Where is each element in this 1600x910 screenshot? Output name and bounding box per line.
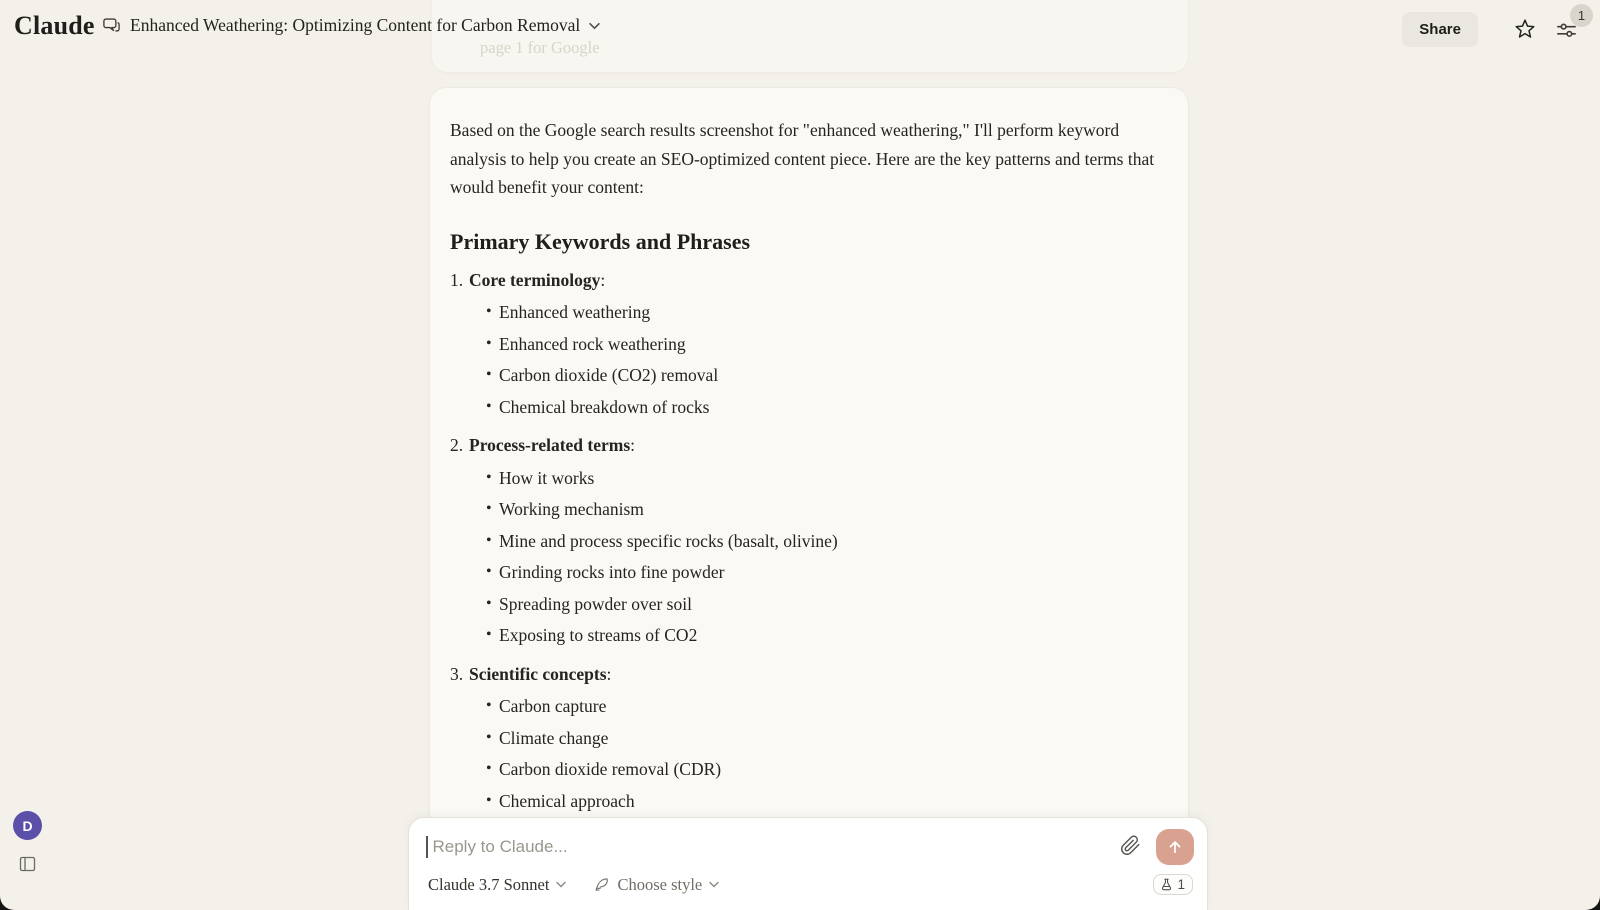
- list-number: 2.: [450, 435, 464, 455]
- bullet-dot: •: [486, 303, 492, 320]
- list-item-text: Enhanced rock weathering: [499, 333, 686, 354]
- list-item: [450, 464, 1162, 493]
- list-item-text: Chemical approach: [499, 790, 635, 811]
- bullet-dot: •: [486, 468, 492, 486]
- composer: [408, 817, 1208, 910]
- numbered-item: [450, 266, 1162, 295]
- chat-title-menu[interactable]: [102, 15, 600, 36]
- reply-input[interactable]: [431, 836, 1121, 858]
- list-item: [450, 755, 1162, 784]
- list-item: [450, 692, 1162, 721]
- header: [0, 0, 1600, 58]
- favorite-button[interactable]: [1513, 17, 1537, 44]
- list-item: [450, 361, 1162, 390]
- list-item-text: Chemical breakdown of rocks: [499, 396, 710, 417]
- notification-badge: 1: [1570, 4, 1593, 27]
- list-item: [450, 621, 1162, 650]
- list-item: [450, 590, 1162, 619]
- composer-input-row: [409, 818, 1207, 865]
- list-number: 3.: [450, 663, 464, 684]
- numbered-item: [450, 660, 1162, 689]
- bullet-dot: •: [486, 563, 492, 580]
- list-item: [450, 330, 1162, 359]
- usage-count: 1: [1177, 877, 1185, 892]
- list-item-text: Spreading powder over soil: [499, 593, 692, 614]
- assistant-message-body: [430, 88, 1188, 815]
- list-item: [450, 558, 1162, 587]
- list-item-text: Mine and process specific rocks (basalt, olivine): [499, 530, 838, 551]
- list-item-text: Enhanced weathering: [499, 302, 651, 322]
- avatar-initial: D: [22, 817, 33, 834]
- composer-options-row: [409, 865, 1207, 895]
- style-label: Choose style: [617, 874, 703, 894]
- list-item-text: Carbon capture: [499, 696, 607, 716]
- paperclip-icon: [1120, 835, 1141, 856]
- bullet-dot: •: [486, 697, 492, 714]
- bullet-dot: •: [486, 626, 492, 643]
- list-item-text: Exposing to streams of CO2: [499, 625, 698, 645]
- quill-icon: [593, 876, 610, 893]
- list-item: [450, 527, 1162, 556]
- arrow-up-icon: [1166, 838, 1184, 856]
- list-item-text: Carbon dioxide removal (CDR): [499, 759, 722, 779]
- bullet-dot: •: [486, 334, 492, 352]
- flask-icon: [1160, 878, 1173, 891]
- list-item-text: Grinding rocks into fine powder: [499, 562, 725, 582]
- numbered-item: [450, 431, 1162, 460]
- bullet-dot: •: [486, 397, 492, 415]
- chat-bubbles-icon: [102, 16, 121, 35]
- text-caret: [426, 836, 428, 858]
- list-number: 1.: [450, 269, 464, 290]
- bullet-dot: •: [486, 728, 492, 746]
- list-item: [450, 495, 1162, 524]
- list-item-text: Working mechanism: [499, 499, 644, 519]
- bullet-list: [450, 298, 1162, 421]
- previous-message-faded-text: page 1 for Google: [480, 38, 600, 57]
- attach-button[interactable]: [1120, 835, 1141, 859]
- bullet-dot: •: [486, 500, 492, 517]
- chevron-down-icon: [709, 881, 719, 888]
- list-item: [450, 724, 1162, 753]
- list-item-text: How it works: [499, 467, 595, 488]
- bullet-dot: •: [486, 791, 492, 809]
- bullet-dot: •: [486, 366, 492, 383]
- list-title: Process-related terms:: [469, 435, 636, 455]
- assistant-message: [430, 88, 1188, 910]
- model-selector[interactable]: [428, 875, 566, 895]
- star-icon: [1513, 17, 1537, 41]
- share-label: Share: [1419, 21, 1461, 38]
- bullet-list: [450, 464, 1162, 650]
- list-item: [450, 393, 1162, 422]
- model-label: Claude 3.7 Sonnet: [428, 874, 550, 894]
- section-heading: Primary Keywords and Phrases: [450, 228, 751, 254]
- style-selector[interactable]: [593, 875, 719, 895]
- chat-title: Enhanced Weathering: Optimizing Content for Carbon Removal: [130, 15, 581, 35]
- chevron-down-icon: [556, 881, 566, 888]
- user-avatar[interactable]: [13, 811, 42, 840]
- send-button[interactable]: [1156, 829, 1194, 865]
- bullet-dot: •: [486, 760, 492, 777]
- bullet-list: [450, 692, 1162, 815]
- usage-badge[interactable]: [1153, 874, 1193, 895]
- intro-paragraph: Based on the Google search results screenshot for "enhanced weathering," I'll perform keyword analysis to help you create an SEO-optimized content piece. Here are the key patterns and terms that would benefit your content:: [450, 120, 1155, 197]
- claude-logo[interactable]: Claude: [14, 11, 95, 40]
- list-title: Scientific concepts:: [469, 663, 612, 684]
- bullet-dot: •: [486, 594, 492, 612]
- chevron-down-icon: [589, 22, 600, 30]
- sidebar-toggle-button[interactable]: [19, 856, 36, 875]
- list-item-text: Climate change: [499, 727, 609, 748]
- share-button[interactable]: [1402, 12, 1478, 47]
- bullet-dot: •: [486, 531, 492, 549]
- list-title: Core terminology:: [469, 269, 606, 290]
- sidebar-panel-icon: [19, 856, 36, 872]
- list-item: [450, 298, 1162, 327]
- list-item-text: Carbon dioxide (CO2) removal: [499, 365, 719, 385]
- list-item: [450, 787, 1162, 816]
